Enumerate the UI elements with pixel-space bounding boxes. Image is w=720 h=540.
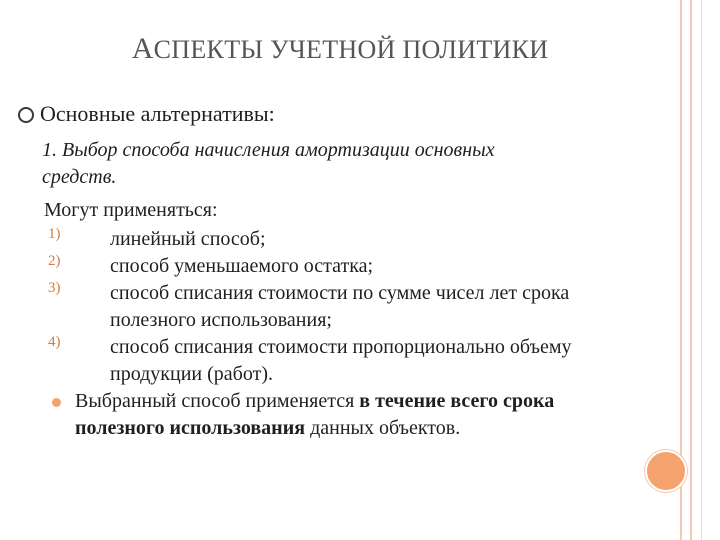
- dot-bullet-icon: [52, 398, 61, 407]
- list-item: 2) способ уменьшаемого остатка;: [48, 253, 374, 277]
- decor-border-line: [690, 0, 692, 540]
- final-bullet-item: Выбранный способ применяется в течение всего срока полезного использования данных объектов.: [46, 388, 666, 442]
- list-item: 4) способ списания стоимости пропорционально объему продукции (работ).: [48, 334, 572, 385]
- heading-item: Основные альтернативы:: [0, 100, 666, 127]
- list-item: 1) линейный способ;: [48, 226, 266, 250]
- decor-border-line: [701, 0, 702, 540]
- circle-bullet-icon: [18, 107, 34, 123]
- italic-line: 1. Выбор способа начисления амортизации основных: [42, 139, 495, 161]
- italic-line: средств.: [42, 166, 117, 188]
- slide-title: АСПЕКТЫ УЧЕТНОЙ ПОЛИТИКИ: [131, 32, 549, 65]
- intro-text: Могут применяться:: [44, 199, 218, 221]
- decor-circle: [645, 450, 687, 492]
- list-item: 3) способ списания стоимости по сумме чисел лет срока полезного использования;: [48, 280, 570, 331]
- slide-content: [40, 100, 666, 442]
